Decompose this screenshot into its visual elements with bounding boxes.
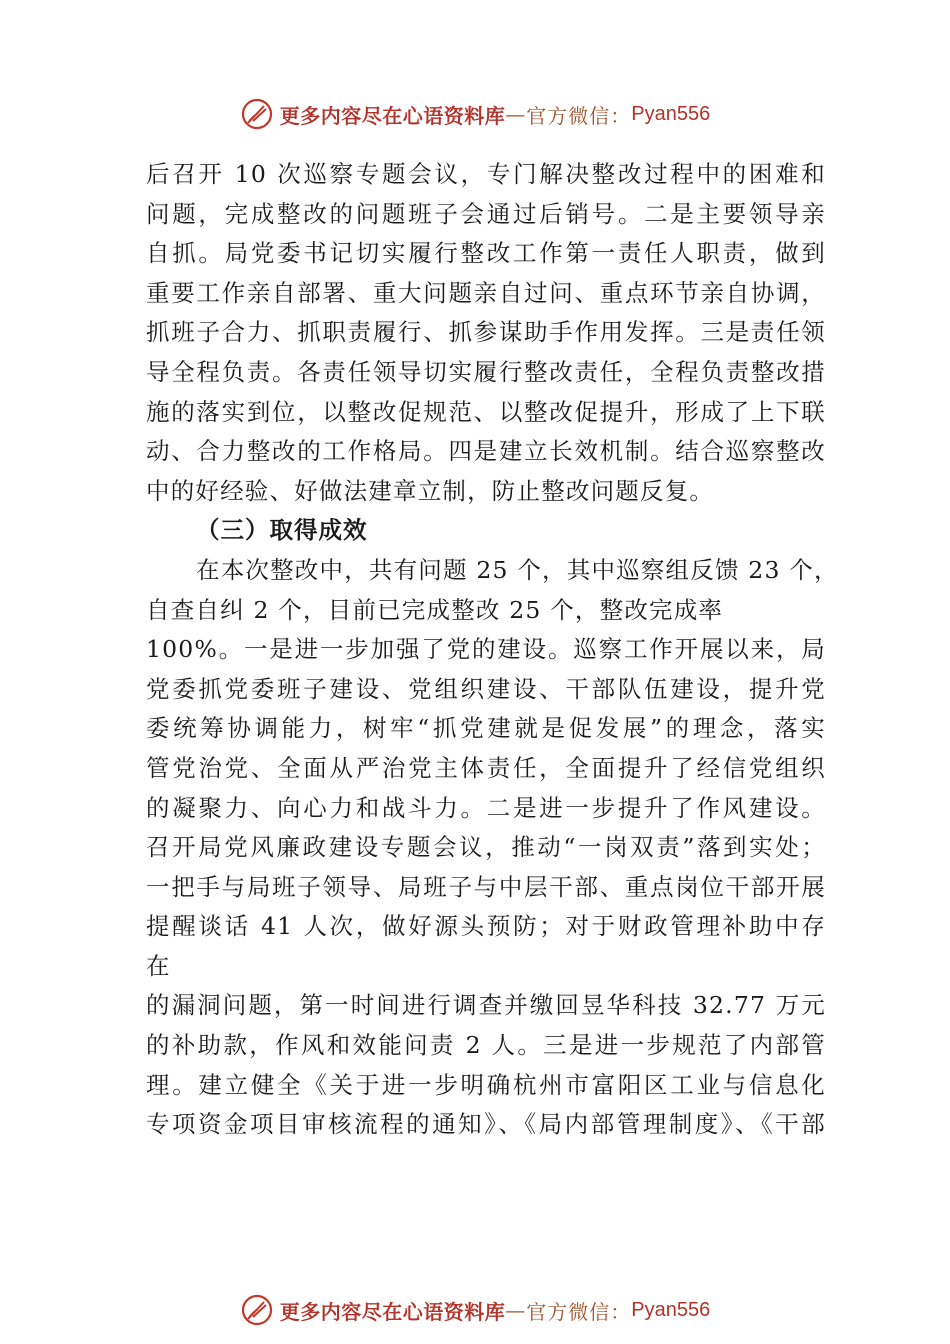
body-line: 一把手与局班子领导、局班子与中层干部、重点岗位干部开展 xyxy=(146,872,826,901)
banner-library-text: 更多内容尽在心语资料库 xyxy=(279,1299,506,1324)
quill-logo-icon xyxy=(240,97,274,131)
banner-library-text: 更多内容尽在心语资料库 xyxy=(279,103,506,128)
banner-wechat-label: 官方微信： xyxy=(526,1299,632,1324)
body-line: 动、合力整改的工作格局。四是建立长效机制。结合巡察整改 xyxy=(146,437,826,466)
body-line: 理。建立健全《关于进一步明确杭州市富阳区工业与信息化 xyxy=(146,1070,826,1099)
banner-wechat-label: 官方微信： xyxy=(526,103,632,128)
body-line: 抓班子合力、抓职责履行、抓参谋助手作用发挥。三是责任领 xyxy=(146,318,826,347)
body-line: 专项资金项目审核流程的通知》、《局内部管理制度》、《干部 xyxy=(146,1110,826,1139)
banner-dash: — xyxy=(505,102,527,126)
body-line: 的凝聚力、向心力和战斗力。二是进一步提升了作风建设。 xyxy=(146,793,826,822)
body-line: 提醒谈话 41 人次，做好源头预防；对于财政管理补助中存 xyxy=(146,912,826,941)
body-line: 管党治党、全面从严治党主体责任，全面提升了经信党组织 xyxy=(146,753,826,782)
section-heading: （三）取得成效 xyxy=(196,516,368,545)
quill-logo-icon xyxy=(240,1293,274,1327)
body-line: 重要工作亲自部署、重大问题亲自过问、重点环节亲自协调， xyxy=(146,278,826,307)
body-line: 中的好经验、好做法建章立制，防止整改问题反复。 xyxy=(146,476,715,505)
body-line: 问题，完成整改的问题班子会通过后销号。二是主要领导亲 xyxy=(146,199,826,228)
body-line: 在本次整改中，共有问题 25 个，其中巡察组反馈 23 个， xyxy=(196,555,839,584)
body-line: 在 xyxy=(146,951,171,980)
body-line: 党委抓党委班子建设、党组织建设、干部队伍建设，提升党 xyxy=(146,674,826,703)
body-line: 的补助款，作风和效能问责 2 人。三是进一步规范了内部管 xyxy=(146,1031,826,1060)
body-line: 施的落实到位，以整改促规范、以整改促提升，形成了上下联 xyxy=(146,397,826,426)
banner-wechat-id: Pyan556 xyxy=(631,102,711,125)
footer-watermark-banner xyxy=(0,1290,950,1330)
body-line: 的漏洞问题，第一时间进行调查并缴回昱华科技 32.77 万元 xyxy=(146,991,826,1020)
body-line: 召开局党风廉政建设专题会议，推动“一岗双责”落到实处； xyxy=(146,833,826,862)
body-line: 自抓。局党委书记切实履行整改工作第一责任人职责，做到 xyxy=(146,239,826,268)
body-line: 100%。一是进一步加强了党的建设。巡察工作开展以来，局 xyxy=(146,635,826,664)
body-line: 自查自纠 2 个，目前已完成整改 25 个，整改完成率 xyxy=(146,595,724,624)
banner-wechat-id: Pyan556 xyxy=(631,1298,711,1321)
body-line: 后召开 10 次巡察专题会议，专门解决整改过程中的困难和 xyxy=(146,160,826,188)
document-body xyxy=(146,155,839,1145)
header-watermark-banner xyxy=(0,94,950,134)
body-line: 导全程负责。各责任领导切实履行整改责任，全程负责整改措 xyxy=(146,357,826,386)
body-line: 委统筹协调能力，树牢“抓党建就是促发展”的理念，落实 xyxy=(146,714,826,743)
banner-dash: — xyxy=(505,1298,527,1322)
